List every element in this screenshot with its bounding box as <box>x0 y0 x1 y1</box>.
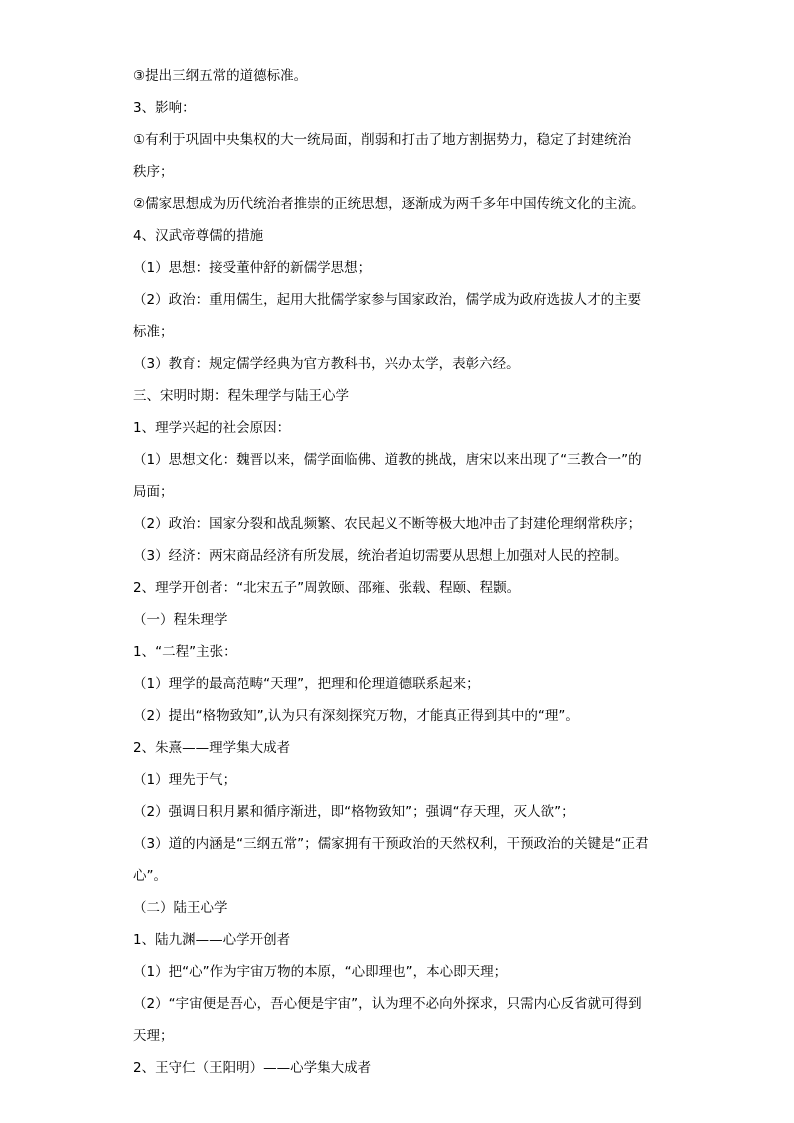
text-line: 秩序； <box>133 164 174 180</box>
text-line: （1）把“心”作为宇宙万物的本原，“心即理也”，本心即天理； <box>133 964 508 980</box>
section-heading: 4、汉武帝尊儒的措施 <box>133 228 264 244</box>
text-line: （1）思想：接受董仲舒的新儒学思想； <box>133 260 372 276</box>
text-line: （2）强调日积月累和循序渐进，即“格物致知”；强调“存天理，灭人欲”； <box>133 804 575 820</box>
text-line: （3）道的内涵是“三纲五常”；儒家拥有干预政治的天然权利，干预政治的关键是“正君 <box>133 836 649 852</box>
section-heading: 2、理学开创者：“北宋五子”周敦颐、邵雍、张载、程颐、程颢。 <box>133 580 521 596</box>
section-heading: 1、“二程”主张： <box>133 644 237 660</box>
document-body <box>133 60 673 1084</box>
text-line: （1）理先于气； <box>133 772 237 788</box>
text-line: （2）“宇宙便是吾心，吾心便是宇宙”，认为理不必向外探求，只需内心反省就可得到 <box>133 996 642 1012</box>
text-line: （3）经济：两宋商品经济有所发展，统治者迫切需要从思想上加强对人民的控制。 <box>133 548 628 564</box>
text-line: （2）政治：国家分裂和战乱频繁、农民起义不断等极大地冲击了封建伦理纲常秩序； <box>133 516 642 532</box>
text-line: （1）理学的最高范畴“天理”，把理和伦理道德联系起来； <box>133 676 480 692</box>
subsection-heading: （二）陆王心学 <box>133 900 228 916</box>
text-line: 心”。 <box>133 868 167 884</box>
section-heading: 3、影响： <box>133 100 196 116</box>
text-line: （2）提出“格物致知”,认为只有深刻探究万物，才能真正得到其中的“理”。 <box>133 708 579 724</box>
text-line: （1）思想文化：魏晋以来，儒学面临佛、道教的挑战，唐宋以来出现了“三教合一”的 <box>133 452 642 468</box>
text-line: ②儒家思想成为历代统治者推崇的正统思想，逐渐成为两千多年中国传统文化的主流。 <box>133 196 645 212</box>
text-line: （2）政治：重用儒生，起用大批儒学家参与国家政治，儒学成为政府选拔人才的主要 <box>133 292 642 308</box>
section-heading: 1、陆九渊——心学开创者 <box>133 932 291 948</box>
text-line: （3）教育：规定儒学经典为官方教科书，兴办太学，表彰六经。 <box>133 356 520 372</box>
text-line: 天理； <box>133 1028 174 1044</box>
section-heading: 1、理学兴起的社会原因： <box>133 420 291 436</box>
subsection-heading: （一）程朱理学 <box>133 612 228 628</box>
section-heading: 2、朱熹——理学集大成者 <box>133 740 291 756</box>
text-line: 标准； <box>133 324 174 340</box>
section-heading: 2、王守仁（王阳明）——心学集大成者 <box>133 1060 372 1076</box>
text-line: 局面； <box>133 484 174 500</box>
text-line: ③提出三纲五常的道德标准。 <box>133 68 308 84</box>
text-line: ①有利于巩固中央集权的大一统局面，削弱和打击了地方割据势力，稳定了封建统治 <box>133 132 632 148</box>
chapter-heading: 三、宋明时期：程朱理学与陆王心学 <box>133 388 349 404</box>
